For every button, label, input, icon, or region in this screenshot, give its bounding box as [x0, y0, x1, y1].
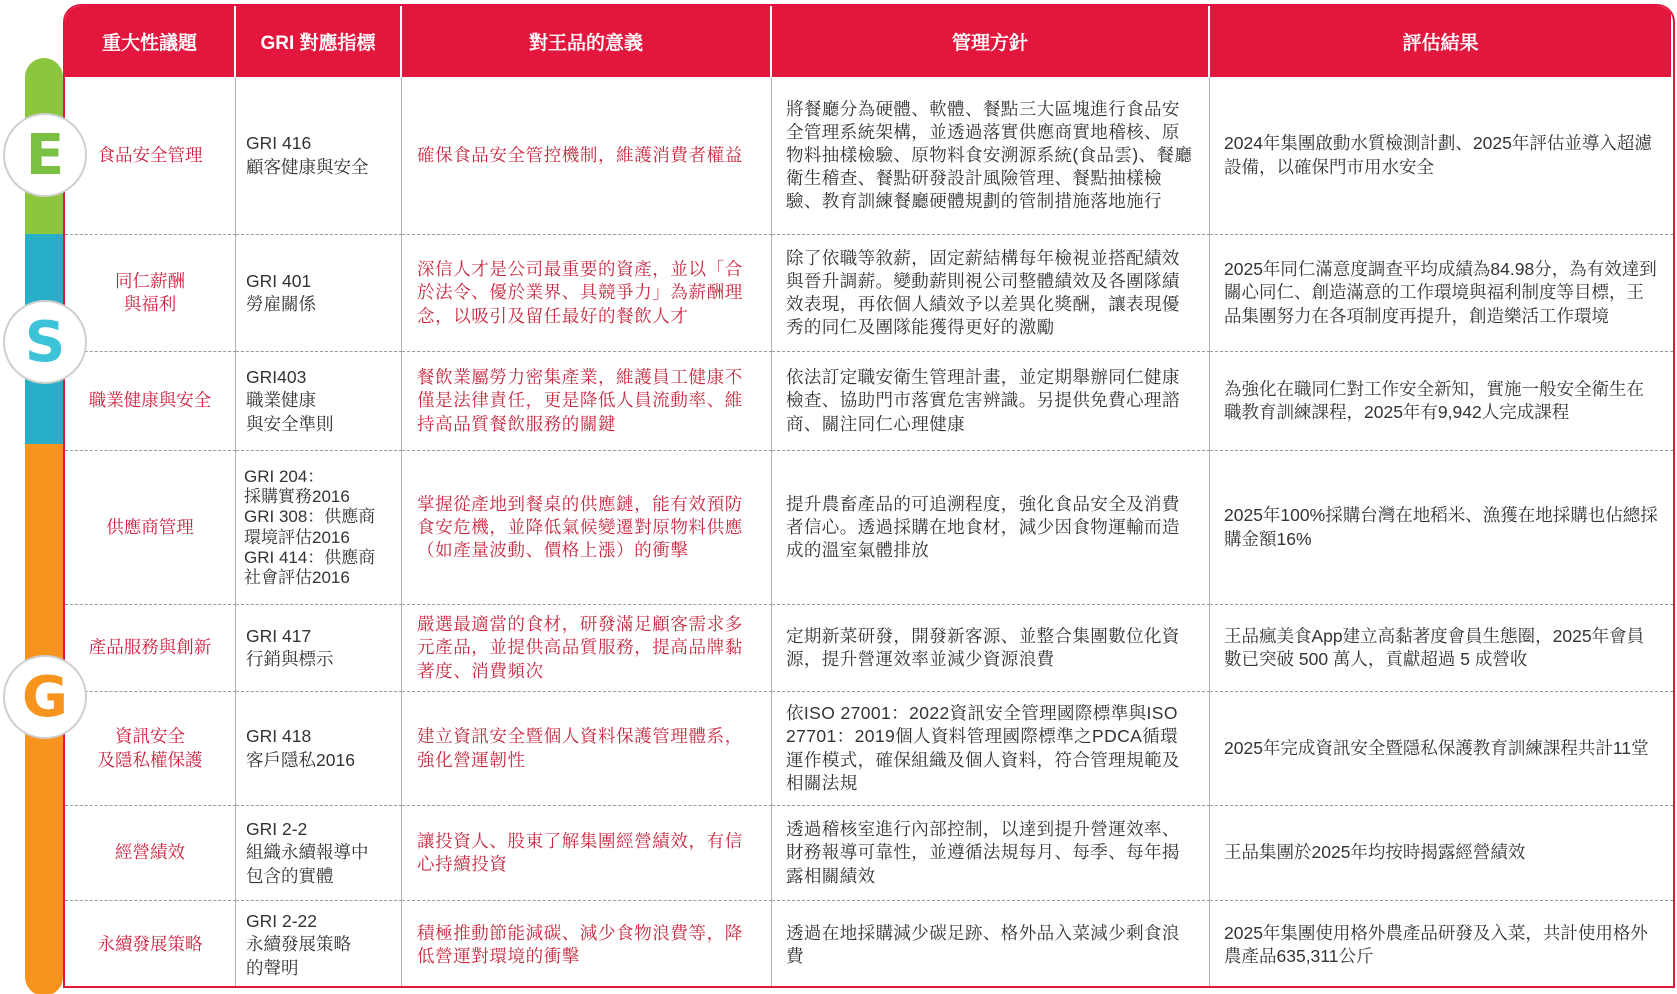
header-topic: 重大性議題: [65, 6, 236, 77]
policy-cell: 透過在地採購減少碳足跡、格外品入菜減少剩食浪費: [772, 901, 1210, 988]
policy-cell: 定期新菜研發，開發新客源、並整合集團數位化資源，提升營運效率並減少資源浪費: [772, 605, 1210, 692]
policy-cell: 除了依職等敘薪，固定薪結構每年檢視並搭配績效與晉升調薪。變動薪則視公司整體績效及各團隊績效表現，再依個人績效予以差異化獎酬，讓表現優秀的同仁及團隊能獲得更好的激勵: [772, 235, 1210, 352]
gri-cell: GRI 2-22 永續發展策略 的聲明: [236, 901, 402, 988]
meaning-cell: 嚴選最適當的食材，研發滿足顧客需求多元產品，並提供高品質服務，提高品牌黏著度、消費頻次: [402, 605, 772, 692]
topic-cell: 產品服務與創新: [65, 605, 236, 692]
esg-g-badge: [3, 655, 87, 739]
result-cell: 2025年集團使用格外農產品研發及入菜，共計使用格外農產品635,311公斤: [1224, 922, 1648, 966]
topic-cell: 食品安全管理: [65, 77, 236, 235]
esg-s-letter: S: [24, 309, 66, 375]
meaning-cell: 深信人才是公司最重要的資產，並以「合於法令、優於業界、具競爭力」為薪酬理念，以吸引及留任最好的餐飲人才: [402, 235, 772, 352]
gri-cell: GRI 416 顧客健康與安全: [236, 77, 402, 235]
policy-cell: 依ISO 27001：2022資訊安全管理國際標準與ISO 27701：2019個人資料管理國際標準之PDCA循環運作模式，確保組織及個人資料，符合管理規範及相關法規: [772, 692, 1210, 806]
meaning-cell: 掌握從產地到餐桌的供應鏈，能有效預防食安危機，並降低氣候變遷對原物料供應（如產量波動、價格上漲）的衝擊: [402, 451, 772, 605]
result-cell: 2025年完成資訊安全暨隱私保護教育訓練課程共計11堂: [1210, 692, 1673, 806]
header-policy: 管理方針: [772, 6, 1210, 77]
esg-e-badge: [3, 113, 87, 197]
topic-cell: 供應商管理: [65, 451, 236, 605]
header-result: 評估結果: [1210, 6, 1673, 77]
gri-cell: GRI 2-2 組織永續報導中 包含的實體: [236, 806, 402, 901]
result-cell: 2025年同仁滿意度調查平均成績為84.98分，為有效達到關心同仁、創造滿意的工作環境與福利制度等目標，王品集團努力在各項制度再提升，創造樂活工作環境: [1210, 235, 1673, 352]
meaning-cell: 積極推動節能減碳、減少食物浪費等，降低營運對環境的衝擊: [402, 901, 772, 988]
esg-g-letter: G: [22, 664, 68, 730]
result-cell: 2024年集團啟動水質檢測計劃、2025年評估並導入超濾設備，以確保門市用水安全: [1210, 77, 1673, 235]
topic-cell: 同仁薪酬 與福利: [65, 235, 236, 352]
material-topics-table: [63, 4, 1675, 988]
esg-e-letter: E: [25, 122, 65, 188]
meaning-cell: 建立資訊安全暨個人資料保護管理體系，強化營運韌性: [402, 692, 772, 806]
meaning-cell: 餐飲業屬勞力密集產業，維護員工健康不僅是法律責任，更是降低人員流動率、維持高品質餐飲服務的關鍵: [402, 352, 772, 451]
meaning-cell: 確保食品安全管控機制，維護消費者權益: [402, 77, 772, 235]
result-cell: 2025年100%採購台灣在地稻米、漁獲在地採購也佔總採購金額16%: [1210, 451, 1673, 605]
gri-cell: GRI403 職業健康 與安全準則: [236, 352, 402, 451]
topic-cell: 永續發展策略: [65, 901, 236, 988]
policy-cell: 透過稽核室進行內部控制，以達到提升營運效率、財務報導可靠性，並遵循法規每月、每季、每年揭露相關績效: [772, 806, 1210, 901]
policy-cell: 依法訂定職安衛生管理計畫，並定期舉辦同仁健康檢查、協助門市落實危害辨識。另提供免費心理諮商、關注同仁心理健康: [772, 352, 1210, 451]
topic-cell: 資訊安全 及隱私權保護: [65, 692, 236, 806]
meaning-cell: 讓投資人、股東了解集團經營績效，有信心持續投資: [402, 806, 772, 901]
topic-cell: 職業健康與安全: [65, 352, 236, 451]
header-gri: GRI 對應指標: [236, 6, 402, 77]
gri-cell: GRI 401 勞雇關係: [236, 235, 402, 352]
result-cell: 為強化在職同仁對工作安全新知，實施一般安全衛生在職教育訓練課程，2025年有9,942人完成課程: [1210, 352, 1673, 451]
header-meaning: 對王品的意義: [402, 6, 772, 77]
policy-cell: 提升農畜產品的可追溯程度，強化食品安全及消費者信心。透過採購在地食材，減少因食物運輸而造成的溫室氣體排放: [772, 451, 1210, 605]
esg-s-badge: [3, 300, 87, 384]
gri-cell: GRI 417 行銷與標示: [236, 605, 402, 692]
gri-cell: GRI 418 客戶隱私2016: [236, 692, 402, 806]
result-cell: 王品集團於2025年均按時揭露經營績效: [1210, 806, 1673, 901]
policy-cell: 將餐廳分為硬體、軟體、餐點三大區塊進行食品安全管理系統架構，並透過落實供應商實地稽核、原物料抽樣檢驗、原物料食安溯源系統(食品雲)、餐廳衛生稽查、餐點研發設計風險管理、餐點抽樣檢驗、教育訓練餐廳硬體規劃的管制措施落地施行: [772, 77, 1210, 235]
topic-cell: 經營績效: [65, 806, 236, 901]
gri-cell: GRI 204： 採購實務2016 GRI 308：供應商 環境評估2016 GRI 414：供應商 社會評估2016: [236, 451, 402, 605]
result-cell: 王品瘋美食App建立高黏著度會員生態圈，2025年會員數已突破 500 萬人，貢獻超過 5 成營收: [1210, 605, 1673, 692]
